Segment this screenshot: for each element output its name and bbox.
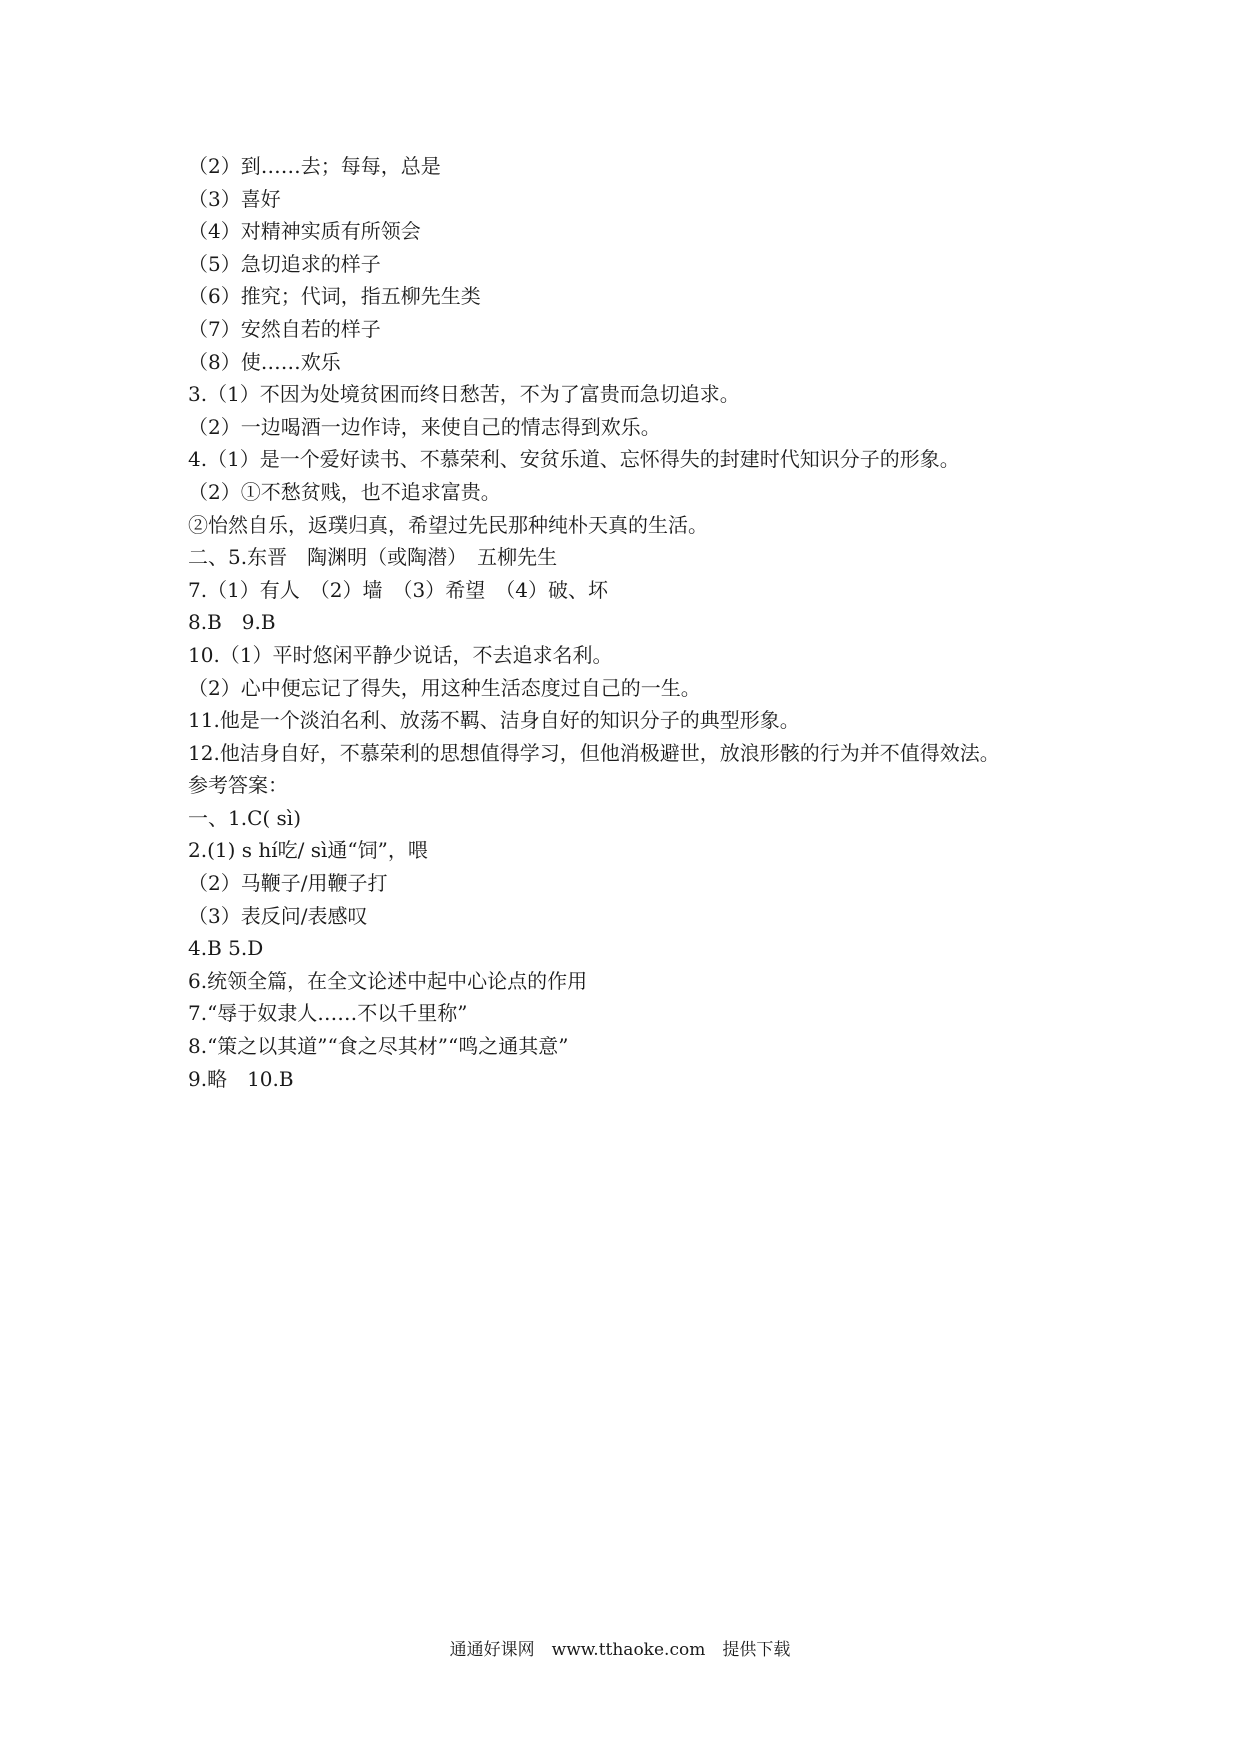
text-line: 8.B 9.B: [188, 610, 276, 635]
text-line: 9.略 10.B: [188, 1066, 294, 1091]
text-line: 2.(1) s hí吃/ sì通“饲”，喂: [188, 838, 428, 863]
text-line: 11.他是一个淡泊名利、放荡不羁、洁身自好的知识分子的典型形象。: [188, 708, 800, 733]
text-line: （2）马鞭子/用鞭子打: [188, 871, 388, 896]
text-line: ②怡然自乐，返璞归真，希望过先民那种纯朴天真的生活。: [188, 512, 708, 537]
text-line: （3）表反问/表感叹: [188, 903, 368, 928]
text-line: （2）一边喝酒一边作诗，来使自己的情志得到欢乐。: [188, 414, 661, 439]
text-line: 7.（1）有人 （2）墙 （3）希望 （4）破、坏: [188, 577, 608, 602]
text-line: 一、1.C( sì): [188, 805, 302, 830]
text-line: （4）对精神实质有所领会: [188, 219, 421, 244]
answer-text-block: [188, 150, 1088, 1095]
text-line: 二、5.东晋 陶渊明（或陶潜） 五柳先生: [188, 545, 558, 570]
text-line: 6.统领全篇，在全文论述中起中心论点的作用: [188, 968, 588, 993]
text-line: （7）安然自若的样子: [188, 316, 381, 341]
text-line: 4.B 5.D: [188, 936, 264, 961]
text-line: （2）到……去；每每，总是: [188, 154, 441, 178]
text-line: （8）使……欢乐: [188, 349, 341, 374]
text-line: 4.（1）是一个爱好读书、不慕荣利、安贫乐道、忘怀得失的封建时代知识分子的形象。: [188, 447, 960, 472]
text-line: 8.“策之以其道”“食之尽其材”“鸣之通其意”: [188, 1034, 569, 1059]
text-line: （2）心中便忘记了得失，用这种生活态度过自己的一生。: [188, 675, 701, 700]
page-footer: 通通好课网 www.tthaoke.com 提供下载: [449, 1640, 791, 1660]
text-line: 10.（1）平时悠闲平静少说话，不去追求名利。: [188, 642, 613, 667]
text-line: 12.他洁身自好，不慕荣利的思想值得学习，但他消极避世，放浪形骸的行为并不值得效法。: [188, 740, 1000, 765]
text-line: （3）喜好: [188, 186, 281, 211]
text-line: （5）急切追求的样子: [188, 251, 381, 276]
text-line: （2）①不愁贫贱，也不追求富贵。: [188, 479, 501, 504]
text-line: 7.“辱于奴隶人……不以千里称”: [188, 1001, 468, 1026]
section-heading: 参考答案：: [188, 773, 288, 798]
text-line: 3.（1）不因为处境贫困而终日愁苦，不为了富贵而急切追求。: [188, 382, 740, 407]
text-line: （6）推究；代词，指五柳先生类: [188, 284, 481, 309]
